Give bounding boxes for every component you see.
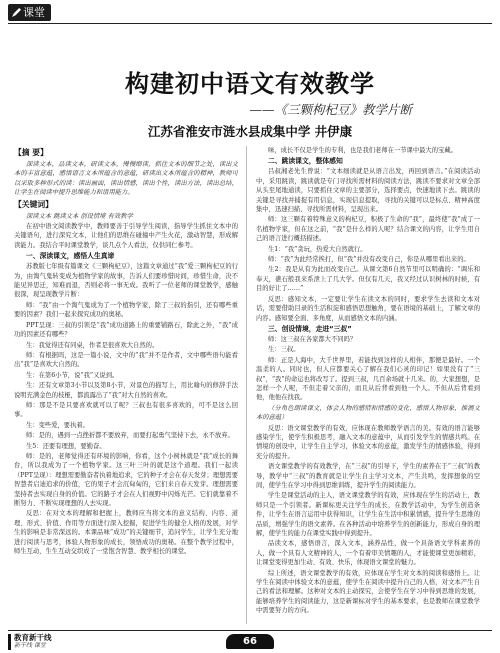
section-heading: 三、创设情境，走进“三叔” [268, 324, 352, 333]
paragraph: 反思：感知文本，一定要让学生在读文本的同时，要求学生去读和文本对话，需要借助目录的生活积淀和感悟思想触角，要在语境的基础上，了解文章的内容。感知要全面、多角度，从而感悟文本的内涵。 [256, 295, 480, 322]
paragraph: 师：“我”为此经常挨打，但“我”并没有改变自己，你是从哪里看出来的。 [268, 256, 470, 264]
paragraph: 师：有根据吗，这是一篇小说，文中的“我”并不是作者，文中哪些语句能看出“我”是喜欢大自然的。 [14, 351, 238, 369]
magazine-name: 教育新干线 [14, 633, 52, 642]
paragraph: 反思：在对文本的理解和把握上，教师应当将文本的意义结构、内容、道理、形式、价值、作用等方面进行深入挖掘，促进学生的健全人格的发展，对学生的影响是非常深远的。本课品味“成功”的关键细节，追问学生，让学生充分地进行阅读与思考，体验人物形象的成长，领悟成功的奥秘。在整个教学过程中，师生互动、生生互动交织成了一堂饱含智慧、教学相长的课堂。 [14, 510, 238, 556]
paragraph: 生5：还要有理想，要勤奋。 [26, 442, 106, 450]
left-column [14, 146, 238, 624]
footer-rule [8, 630, 492, 631]
paragraph: （分角色朗读课文，体会人物的感情和情感的变化，感悟人物形象，推测文本的意蕴） [256, 404, 480, 422]
footer-accent-bar [8, 634, 11, 650]
header-rule [8, 23, 492, 24]
page-number: 66 [226, 634, 274, 649]
paragraph: 在初中语文阅读教学中，教师要善于引导学生阅读，指导学生抓住文本中的关键语句，进行深究文本，让他们的思维在碰撞中产生火花，激动智慧，形成解读能力。我结合平时课堂教学，谈几点个人看法，仅供同仁参考。 [14, 223, 238, 249]
section-badge [8, 4, 51, 21]
keywords-text: 深读文本 跳读文本 创设情境 有效教学 [26, 212, 133, 220]
author-affiliation: 江苏省淮安市涟水县成集中学 井伊康 [147, 124, 353, 139]
paragraph: 生：在第6小节，说“我”又说到。 [26, 371, 119, 379]
paragraph: 味，成长不仅是学生的专利，也是我们老师在一节课中最大的宝藏。 [268, 147, 457, 154]
right-column [256, 146, 480, 624]
paragraph: 苏教版七年级有篇课文《三颗枸杞豆》，这篇文章通过“我”爱三颗枸杞豆的行为，由淘气鬼转变成为植物学家的故事，告诉人们要珍惜时间，珍惜生命，决不能见异思迁，知难而退，否则必将一事无成。我听了一位老师的课堂教学，感触很深，现呈现教学片断： [14, 263, 238, 299]
paragraph: 师：这三叔在各家都大不同吗？ [268, 335, 357, 343]
paragraph: 语文课堂教学的有效教学，在“三叔”的引导下，学生的素养在于“三叔”的教导，教学中“三叔”的教育就是让学生自主学习文本，产生共鸣，发挥想象的空间，使学生在学习中得到思维训练，提升学生的阅读能力。 [256, 463, 480, 489]
section-heading: 二、跳读课文，整体感知 [268, 157, 343, 166]
paragraph: 师：正是人海中，大千世界里，若能找到这样的人相伴，那便是最好。一个温柔的人。同时也，但人应都要关心了解在我们心灵的印记！如果没有了“三叔”，“我”的命运也将改写了。提到三叔，几百余场就十几米。的，大家想想，是怎样一个人呢，不但走着父亲的，而且从后背看到他一个人。不但从后背看到他，他他在找我。 [256, 356, 480, 402]
paragraph: 学生是课堂活动的主人，语文课堂教学的有效，应体现在学生的活动上，教师只是一个引领者。新课标更关注学生的成长，在教学活动中，为学生创造条件，让学生在语言运用中获得知识，让学生在生活中积累情感，提升学生思维的品质，增强学生的语文素养。在各种活动中培养学生的创新能力，形成自身的理解，使学生的能力在课堂实践中得到提升。 [256, 492, 480, 538]
paragraph: 综上所述，语文课堂教学的有效，应体现在学生对文本的阅读和感悟上。让学生在阅读中体验文本的意蕴，使学生在阅读中提升自己的人格，对文本产生自己的看法和理解。这种对文本的主动探究，会使学生在学习中得到思维的发展，能够培养学生的阅读能力，这是新课标对学生的基本要求，也是教师在课堂教学中需要努力的方向。 [256, 569, 480, 615]
paragraph: 生：三叔。 [268, 346, 300, 354]
paragraph: PPT呈现：三叔的引领是“我”成功道路上的重要铺路石，除此之外，“我”成功的因素还有哪些？ [14, 321, 238, 339]
paragraph: 生1：“我”贪玩，热爱大自然就行。 [268, 245, 367, 253]
paragraph: 反思：语文课堂教学的有效，应体现在教师教学语言的美。有效的语言能够感染学生，使学生积极思考，融入文本的意蕴中，从而引发学生的情感共鸣。在情境的创设中，让学生自主学习，体验文本的意蕴，激发学生的情感体验，得到充分的提升。 [256, 424, 480, 460]
paragraph: 生2：我是从有为此而改变自己。从课文第6自然节里可以明确的：“调乐和奉天，礁石般我来系泄上了几大学。但仅有几天，我又经过认识树林的时候，有目的好让了……” [256, 266, 480, 293]
pencil-icon [12, 8, 21, 17]
magazine-subtitle: 新干线 课堂 [14, 642, 46, 649]
paragraph: 师：是的，遇到一点挫折都不要放弃，而要打起勇气坚持下去，永不放弃。 [26, 432, 234, 440]
paragraph: 师：这三颗有着特殊意义的枸杞豆，积极了生命的“我”，最终使“我”成了一名植物学家，但在这之前，“我”是什么样的人呢？结合课文的内容，让学生用自己的语言进行概括描述。 [256, 216, 480, 243]
magazine-brand [14, 634, 134, 650]
abstract-heading: 【摘 要】 [14, 148, 48, 157]
paragraph: 品读文本，感悟语言，深入文本，涵养品性，做一个具备语文学科素养的人，做一个具有人文精神的人，一个有着审美情趣的人，才能使课堂更加精彩，让课堂变得更加生动、有效、快乐，体现语文课堂的魅力。 [256, 540, 480, 567]
paragraph: 生：变些爱，要执着。 [26, 421, 89, 429]
abstract-text: 深读文本，品读文本，研读文本，慢慢细读，抓住文本的细节之处，读出文本的丰富意蕴，感悟语言文本所蕴含的意蕴，研读出文本所蕴含的精神，教师可以采取多种形式的读：读出画面，读出情感，读出个性，读出方法，读出总结，让学生在阅读中提升思维能力和语用能力。 [14, 161, 238, 197]
section-heading: 一、深读课文，感悟人生真谛 [26, 252, 115, 261]
paragraph: 师：那是不是只要喜欢就可以了呢？三叔也有很多喜欢的，可不是这么回事。 [14, 401, 238, 419]
section-label: 课堂 [23, 6, 45, 19]
article-subtitle: ——《三颗枸杞豆》教学片断 [249, 102, 412, 117]
keywords-heading: 【关键词】 [14, 199, 53, 209]
article-title: 构建初中语文有效教学 [125, 70, 375, 98]
paragraph: 生：还有文章第3小节以及第8小节，对景色的描写上，用比喻句的修辞手法说明充满金色的枝桠，都流露出了“我”对大自然的喜欢。 [14, 382, 238, 399]
paragraph: 吕叔湘老先生曾说：“文本细读就是从语言出发，再回到语言。”在阅读活动中，采用跳读，跳读就是专门寻找所需材料的阅读方法，跳读不要求对文章全部从头至尾地通读，只要抓住文章的主要部分，选择要点，快速地读下去。跳读的关键是寻找并捕捉有用信息，实现信息提取，寻找的关键可以是标点、精神高度集中，迅速扫描、寻找所需材料，呈现出来。 [256, 168, 480, 214]
paragraph: 生：我觉得还有同桌，作者是很喜欢大自然的。 [26, 341, 159, 349]
paragraph: 师：“我”由一个淘气鬼成为了一个植物学家，除了三叔的指引，还有哪些重要的因素？我们一起来探究成功的奥秘。 [14, 301, 238, 319]
column-divider [246, 146, 247, 624]
paragraph: 师：是的，老师觉得还有环境的影响，你看，这个小树林就是“我”成长的舞台，所以我成为了一个植物学家。这三叶三叶的就是这个道理。我们一起读（PPT呈现）：理想需要勤奋者执着地追求，它的种子才会在春天发芽；理想需要智慧者启迪追求的价值，它的果子才会沉甸甸的，它们来自春天发芽。理想需要坚持者去实现自身的价值。它的路子才会在人们视野中闪烁光芒。它们就靠着不断努力、不断实现理想的人去实现。 [14, 452, 238, 507]
